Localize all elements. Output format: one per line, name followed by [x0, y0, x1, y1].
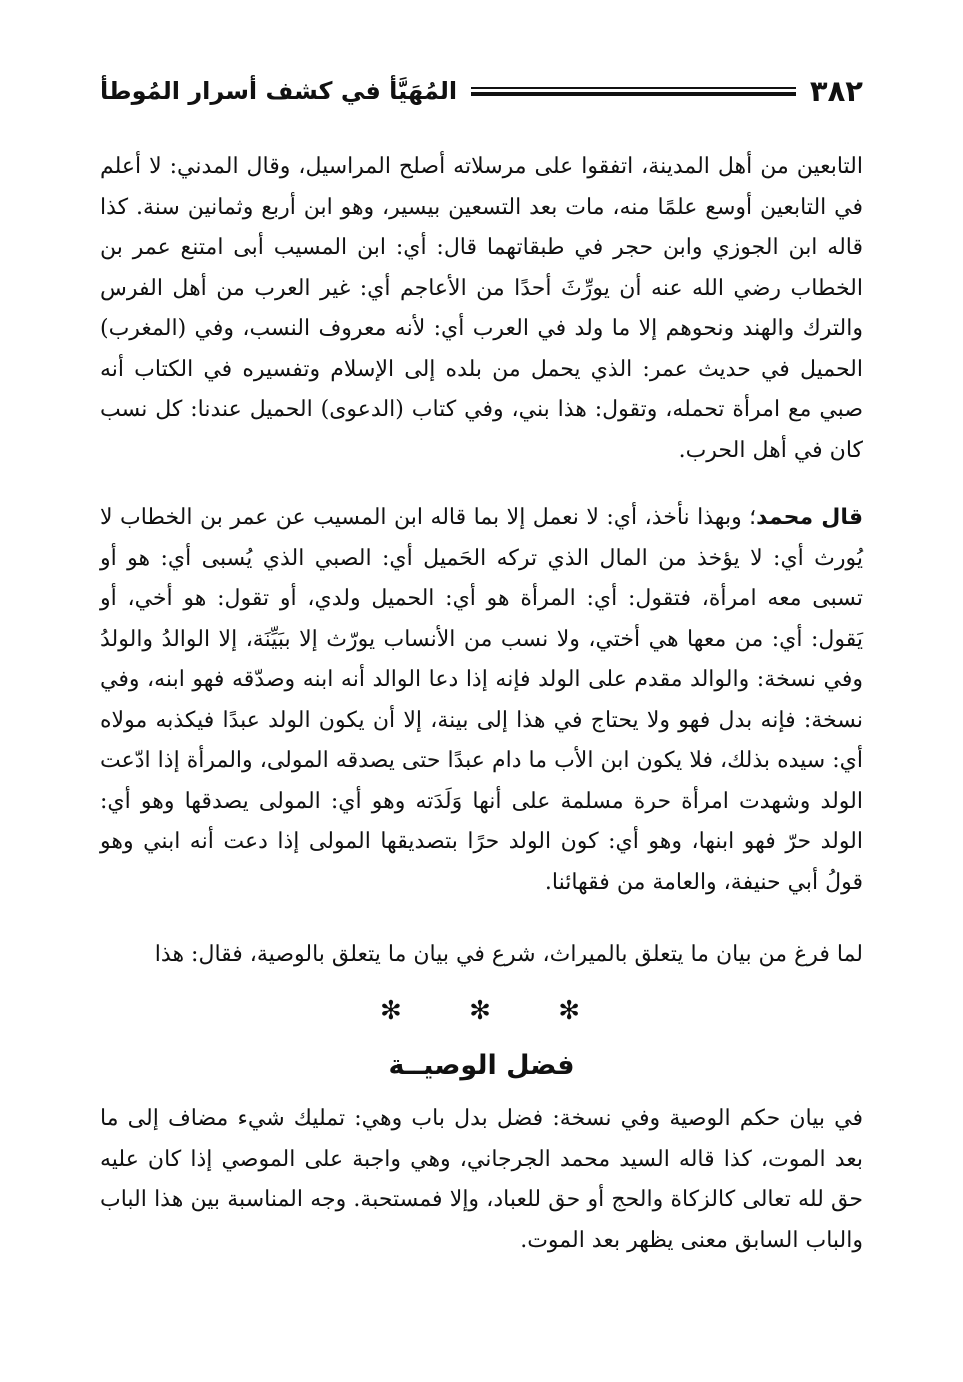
- paragraph-transition: لما فرغ من بيان ما يتعلق بالميراث، شرع في بيان ما يتعلق بالوصية، فقال: هذا: [154, 942, 863, 967]
- separator-stars: [380, 996, 580, 1026]
- paragraph-commentary-2: [100, 498, 863, 903]
- paragraph-section-body: في بيان حكم الوصية وفي نسخة: فضل بدل باب وهي: تمليك شيء مضاف إلى ما بعد الموت، كذا قاله السيد محمد الجرجاني، وهي واجبة على الموصي إذا كان عليه حق لله تعالى كالزكاة والحج أو حق للعباد، وإلا فمستحبة. وجه المناسبة بين هذا الباب والباب السابق معنى يظهر بعد الموت.: [100, 1106, 863, 1253]
- paragraph-lead: قال محمد: [756, 505, 863, 530]
- asterism-icon: ✻: [469, 996, 491, 1026]
- section-heading: فضل الوصيــة: [388, 1050, 575, 1081]
- page-header: [100, 66, 863, 116]
- asterism-icon: ✻: [558, 996, 580, 1026]
- paragraph-body: ؛ وبهذا نأخذ، أي: لا نعمل إلا بما قاله ابن المسيب عن عمر بن الخطاب لا يُورث أي: لا يؤخذ من المال الذي تركه الحَميل أي: الصبي الذي يُسبى أي: هو أو تسبى معه امرأة، فتقول: أي: المرأة هو أي: الحميل ولدي، أو تقول: هو أخي، أو يَقول: أي: من معها هي أختي، ولا نسب من الأنساب يورّث إلا ببَيِّنَة، إلا الوالدُ والولدُ وفي نسخة: والوالد مقدم على الولد فإنه إذا دعا الوالد أنه ابنه وصدّقه فهو ابنه، وفي نسخة: فإنه بدل فهو ولا يحتاج في هذا إلى بينة، إلا أن يكون الولد عبدًا فيكذبه مولاه أي: سيده بذلك، فلا يكون ابن الأب ما دام عبدًا حتى يصدقه المولى، والمرأة إذا ادّعت الولد وشهدت امرأة حرة مسلمة على أنها وَلَدَته وهو أي: المولى يصدقها وهو أي: الولد حرّ فهو ابنها، وهو أي: كون الولد حرًا بتصديقها المولى إذا دعت أنه ابني وهو قولُ أبي حنيفة، والعامة من فقهائنا.: [100, 505, 863, 895]
- page-number: ٣٨٢: [809, 74, 863, 108]
- running-title: المُهَيَّأ في كشف أسرار المُوطأ: [100, 77, 458, 105]
- asterism-icon: ✻: [380, 996, 402, 1026]
- paragraph-commentary-1: التابعين من أهل المدينة، اتفقوا على مرسلاته أصلح المراسيل، وقال المدني: لا أعلم في التابعين أوسع علمًا منه، مات بعد التسعين بيسير، وهو ابن أربع وثمانين سنة. كذا قاله ابن الجوزي وابن حجر في طبقاتهما قال: أي: ابن المسيب أبى امتنع عمر بن الخطاب رضي الله عنه أن يورِّثَ أحدًا من الأعاجم أي: غير العرب من أهل الفرس والترك والهند ونحوهم إلا ما ولد في العرب أي: لأنه معروف النسب، وفي (المغرب) الحميل في حديث عمر: الذي يحمل من بلده إلى الإسلام وتفسيره في الكتاب أنه صبي مع امرأة تحمله، وتقول: هذا بني، وفي كتاب (الدعوى) الحميل عندنا: كل نسب كان في أهل الحرب.: [100, 154, 863, 463]
- header-rule: [471, 87, 796, 96]
